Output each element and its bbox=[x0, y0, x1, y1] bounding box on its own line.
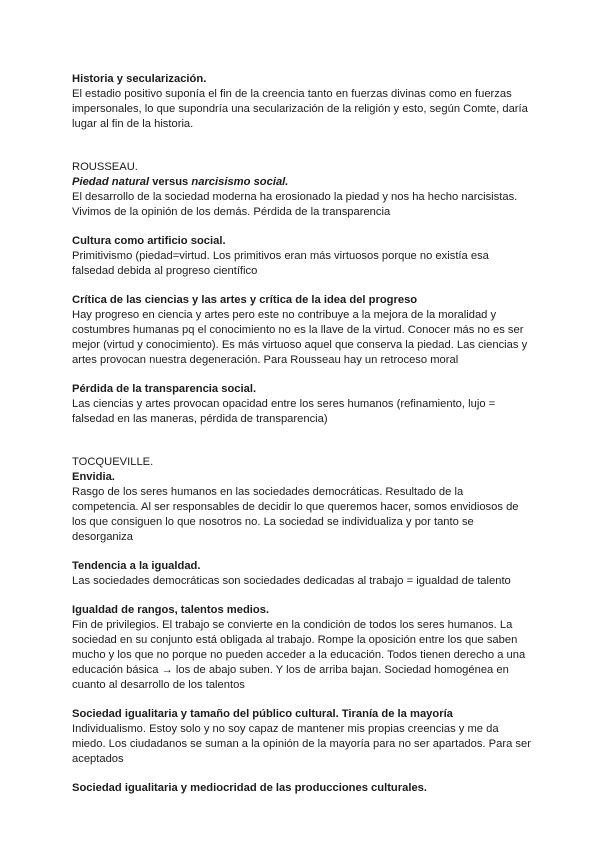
section-text: Rasgo de los seres humanos en las sociedades democráticas. Resultado de la competencia. Al ser responsables de decidir lo que queremos hacer, somos envidiosos de los que consiguen lo que nosotros no. La sociedad se individualiza y por tanto se desorganiza bbox=[72, 486, 519, 543]
section-piedad bbox=[72, 160, 532, 220]
section-text: Primitivismo (piedad=virtud. Los primitivos eran más virtuosos porque no existía esa falsedad debida al progreso científico bbox=[72, 250, 489, 277]
section-text: El desarrollo de la sociedad moderna ha erosionado la piedad y nos ha hecho narcisistas. Vivimos de la opinión de los demás. Pérdida de la transparencia bbox=[72, 191, 518, 218]
author-label: ROUSSEAU. bbox=[72, 161, 138, 173]
section-tirania-mayoria bbox=[72, 707, 532, 767]
section-heading: Tendencia a la igualdad. bbox=[72, 560, 201, 572]
heading-italic-part: Piedad natural bbox=[72, 176, 150, 188]
section-heading: Crítica de las ciencias y las artes y crítica de la idea del progreso bbox=[72, 294, 418, 306]
section-heading: Sociedad igualitaria y tamaño del público cultural. Tiranía de la mayoría bbox=[72, 708, 453, 720]
section-heading: Historia y secularización. bbox=[72, 73, 207, 85]
section-tendencia-igualdad bbox=[72, 559, 532, 589]
section-heading: Pérdida de la transparencia social. bbox=[72, 383, 257, 395]
section-heading: Envidia. bbox=[72, 471, 115, 483]
section-perdida-transparencia bbox=[72, 382, 532, 427]
section-heading bbox=[72, 175, 532, 190]
section-heading: Igualdad de rangos, talentos medios. bbox=[72, 604, 270, 616]
section-text: Individualismo. Estoy solo y no soy capaz de mantener mis propias creencias y me da miedo. Los ciudadanos se suman a la opinión de la mayoría para no ser apartados. Para ser aceptados bbox=[72, 723, 531, 765]
section-text: Hay progreso en ciencia y artes pero este no contribuye a la mejora de la moralidad y costumbres humanas pq el conocimiento no es la llave de la virtud. Conocer más no es ser mejor (virtud y conocimiento). Es más virtuoso aquel que conserva la piedad. Las ciencias y artes provocan nuestra degeneración. Para Rousseau hay un retroceso moral bbox=[72, 309, 528, 366]
section-text: Las ciencias y artes provocan opacidad entre los seres humanos (refinamiento, lujo = falsedad en las maneras, pérdida de transparencia) bbox=[72, 398, 496, 425]
section-text: Las sociedades democráticas son sociedades dedicadas al trabajo = igualdad de talento bbox=[72, 575, 511, 587]
section-cultura-artificio bbox=[72, 234, 532, 279]
section-text: Fin de privilegios. El trabajo se convierte en la condición de todos los seres humanos. La sociedad en su conjunto está obligada al trabajo. Rompe la oposición entre los que saben mucho y los que no porque no pueden acceder a la educación. Todos tienen derecho a una educación básica → los de abajo suben. Y los de arriba bajan. Sociedad homogénea en cuanto al desarrollo de los talentos bbox=[72, 619, 526, 691]
section-envidia bbox=[72, 455, 532, 545]
author-label: TOCQUEVILLE. bbox=[72, 456, 154, 468]
section-critica-ciencias bbox=[72, 293, 532, 368]
section-heading: Cultura como artificio social. bbox=[72, 235, 226, 247]
section-igualdad-rangos bbox=[72, 603, 532, 693]
section-heading: Sociedad igualitaria y mediocridad de las producciones culturales. bbox=[72, 782, 428, 794]
heading-connector: versus bbox=[149, 176, 192, 188]
section-text: El estadio positivo suponía el fin de la creencia tanto en fuerzas divinas como en fuerzas impersonales, lo que supondría una secularización de la religión y esto, según Comte, daría lugar al fin de la historia. bbox=[72, 88, 528, 130]
section-mediocridad bbox=[72, 781, 532, 796]
heading-italic-part: narcisismo social. bbox=[191, 176, 289, 188]
section-historia bbox=[72, 72, 532, 132]
